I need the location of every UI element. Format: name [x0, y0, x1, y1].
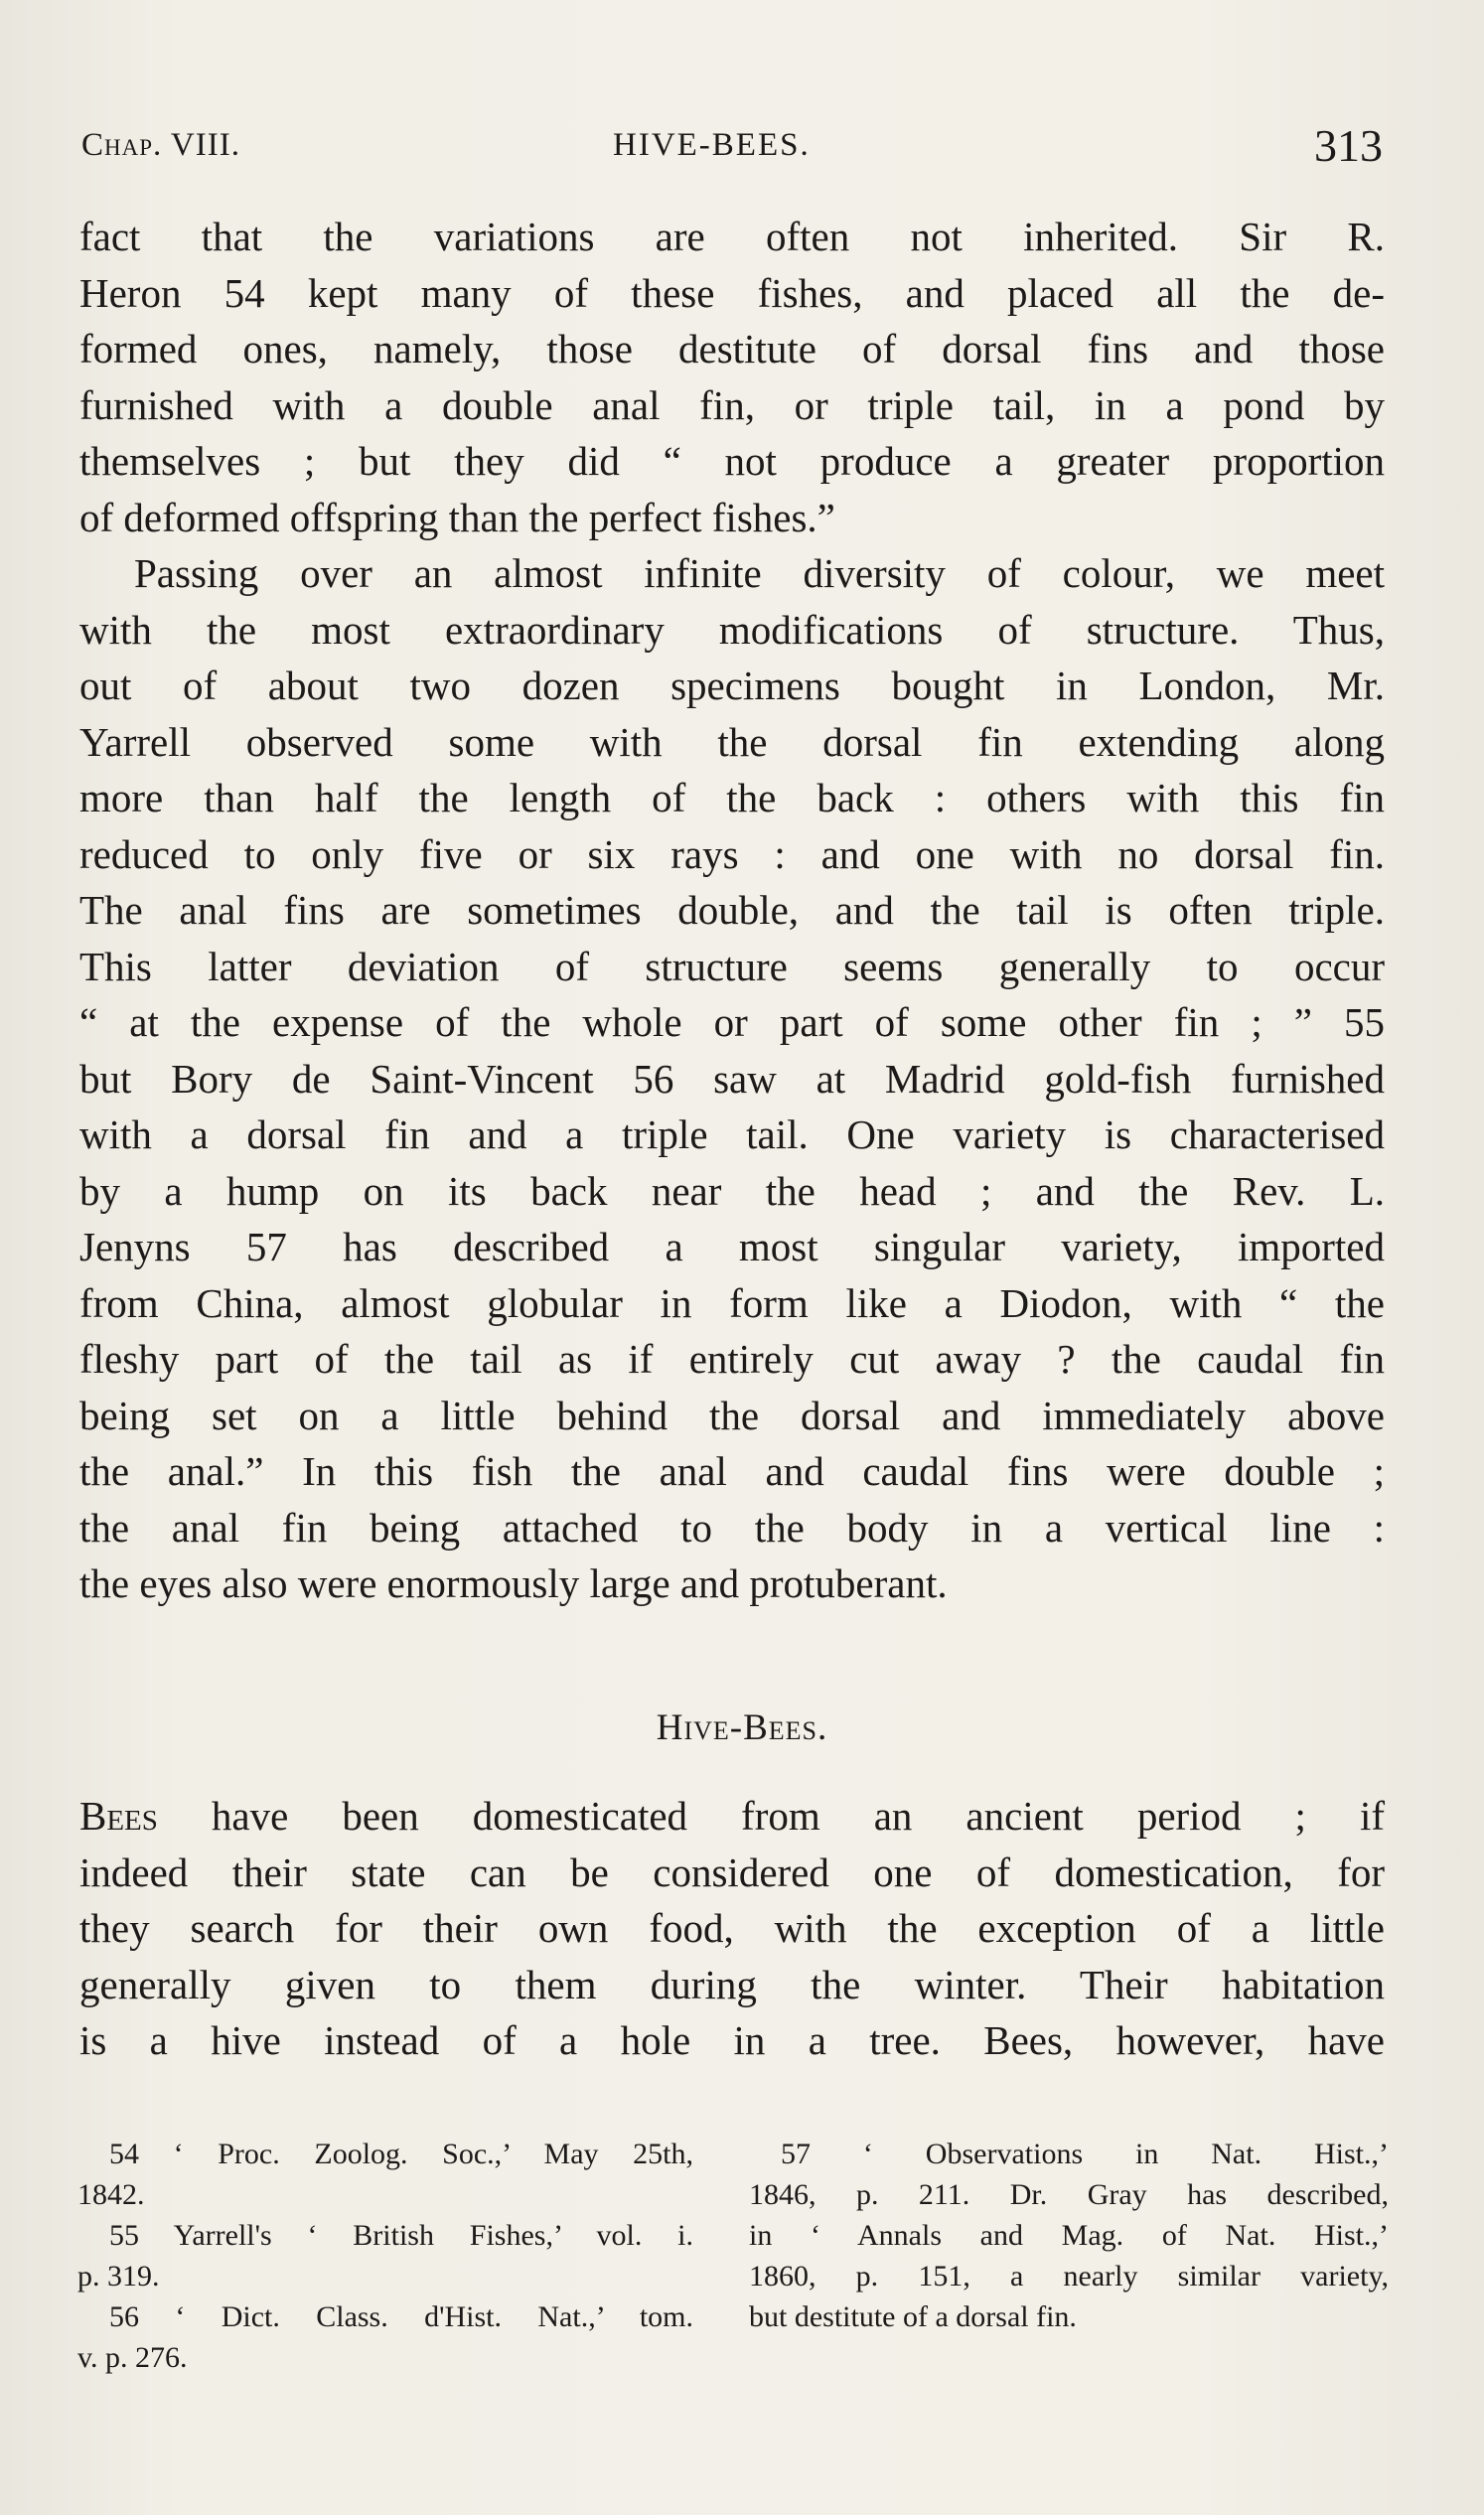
- text-line: themselves ; but they did “ not produce a greater proportion: [79, 438, 1385, 484]
- text-line: This latter deviation of structure seems generally to occur: [79, 943, 1385, 989]
- text-line: fact that the variations are often not inherited. Sir R.: [79, 214, 1385, 259]
- footnote-line: 1842.: [77, 2178, 145, 2211]
- chapter-label: Chap. VIII.: [81, 127, 240, 163]
- section-text: [79, 1788, 1385, 2069]
- footnote-line: v. p. 276.: [77, 2341, 188, 2374]
- footnote-line: 57 ‘ Observations in Nat. Hist.,’: [781, 2138, 1389, 2170]
- footnote-line: p. 319.: [77, 2260, 160, 2293]
- text-line: by a hump on its back near the head ; and the Rev. L.: [79, 1167, 1385, 1214]
- text-line: more than half the length of the back : others with this fin: [79, 775, 1385, 820]
- text-line: formed ones, namely, those destitute of dorsal fins and those: [79, 326, 1385, 371]
- text-line: with the most extraordinary modifications of structure. Thus,: [79, 606, 1385, 653]
- text-line: from China, almost globular in form like a Diodon, with “ the: [79, 1279, 1385, 1326]
- text-line: the eyes also were enormously large and protuberant.: [79, 1560, 948, 1606]
- text-line: The anal fins are sometimes double, and the tail is often triple.: [79, 887, 1385, 933]
- text-line-rest: have been domesticated from an ancient period ; if: [211, 1793, 1386, 1839]
- text-line: being set on a little behind the dorsal and immediately above: [79, 1392, 1385, 1438]
- main-text: [79, 209, 1385, 1612]
- text-line: is a hive instead of a hole in a tree. Bees, however, have: [79, 2017, 1385, 2063]
- text-line: [79, 1788, 1385, 1845]
- footnotes-right-column: [749, 2134, 1389, 2337]
- footnote-line: 1860, p. 151, a nearly similar variety,: [749, 2260, 1389, 2293]
- text-line: of deformed offspring than the perfect fishes.”: [79, 494, 835, 540]
- footnote-line: 56 ‘ Dict. Class. d'Hist. Nat.,’ tom.: [109, 2300, 693, 2333]
- text-line: Yarrell observed some with the dorsal fin extending along: [79, 718, 1385, 765]
- footnote-line: in ‘ Annals and Mag. of Nat. Hist.,’: [749, 2219, 1389, 2252]
- running-title: HIVE-BEES.: [613, 127, 811, 163]
- text-line: furnished with a double anal fin, or triple tail, in a pond by: [79, 381, 1385, 428]
- text-line: with a dorsal fin and a triple tail. One variety is characterised: [79, 1111, 1385, 1157]
- text-line: “ at the expense of the whole or part of some other fin ; ” 55: [79, 999, 1385, 1045]
- text-line: indeed their state can be considered one of domestication, for: [79, 1849, 1385, 1895]
- text-line: the anal fin being attached to the body in a vertical line :: [79, 1504, 1385, 1551]
- text-line: generally given to them during the winter. Their habitation: [79, 1961, 1385, 2007]
- text-line: out of about two dozen specimens bought in London, Mr.: [79, 663, 1385, 708]
- lead-word: Bees: [79, 1793, 158, 1839]
- text-line: Heron 54 kept many of these fishes, and placed all the de-: [79, 269, 1385, 316]
- footnote-line: 1846, p. 211. Dr. Gray has described,: [749, 2178, 1389, 2211]
- text-line: reduced to only five or six rays : and one with no dorsal fin.: [79, 830, 1385, 877]
- footnote-line: but destitute of a dorsal fin.: [749, 2300, 1077, 2333]
- text-line: the anal.” In this fish the anal and caudal fins were double ;: [79, 1448, 1385, 1494]
- page-number: 313: [1314, 120, 1383, 171]
- footnotes-left-column: [77, 2134, 693, 2378]
- footnote-line: 54 ‘ Proc. Zoolog. Soc.,’ May 25th,: [109, 2138, 693, 2170]
- text-line: they search for their own food, with the exception of a little: [79, 1905, 1385, 1951]
- running-header: [81, 117, 1383, 177]
- text-line: but Bory de Saint-Vincent 56 saw at Madrid gold-fish furnished: [79, 1055, 1385, 1102]
- section-heading: Hive-Bees.: [656, 1707, 828, 1748]
- text-line: Passing over an almost infinite diversity of colour, we meet: [134, 550, 1385, 596]
- footnote-line: 55 Yarrell's ‘ British Fishes,’ vol. i.: [109, 2219, 693, 2252]
- text-line: Jenyns 57 has described a most singular variety, imported: [79, 1224, 1385, 1269]
- text-line: fleshy part of the tail as if entirely cut away ? the caudal fin: [79, 1336, 1385, 1382]
